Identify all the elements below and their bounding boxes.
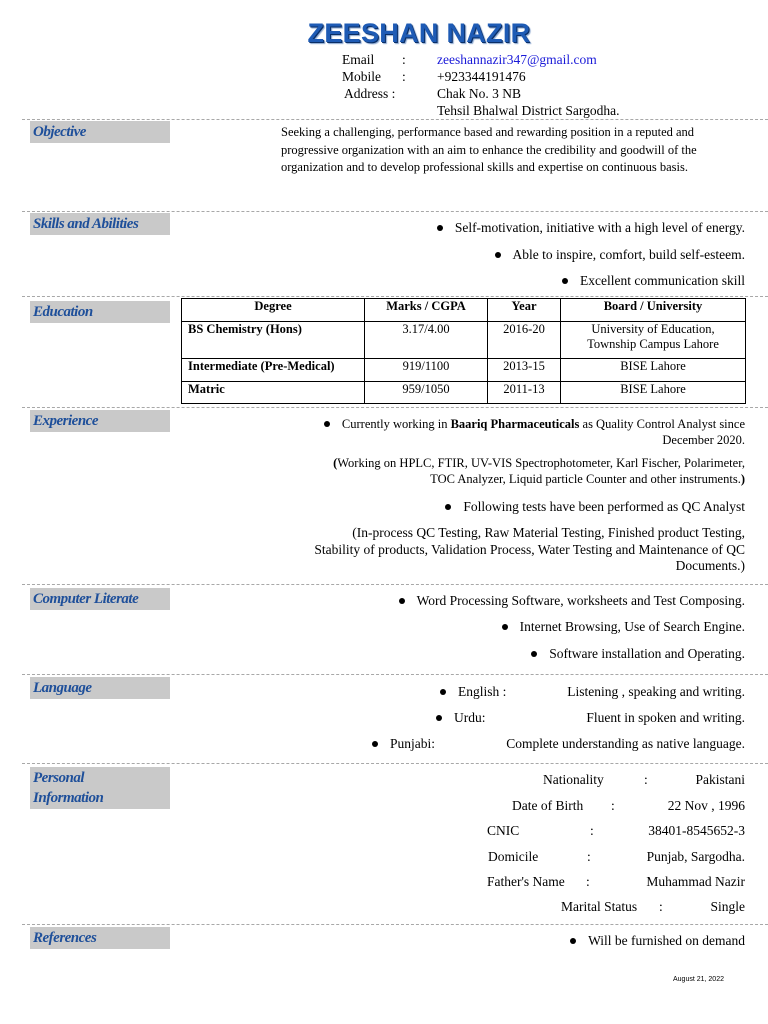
table-row — [182, 359, 746, 382]
section-divider — [22, 584, 768, 585]
personal-value: Muhammad Nazir — [646, 874, 745, 889]
language-desc: Listening , speaking and writing. — [567, 684, 745, 699]
list-item: Able to inspire, comfort, build self-esteem. — [495, 247, 745, 263]
bullet-icon — [324, 421, 330, 427]
section-divider — [22, 211, 768, 212]
column-header: Degree — [182, 299, 365, 322]
personal-colon: : — [586, 874, 590, 889]
section-title: Skills and Abilities — [33, 216, 139, 232]
list-item: Software installation and Operating. — [531, 646, 745, 662]
education-table — [181, 298, 746, 404]
marks-cell: 959/1050 — [365, 382, 488, 404]
section-divider — [22, 674, 768, 675]
board-line1: University of Education, — [591, 322, 715, 336]
language-name: Punjabi: — [390, 736, 436, 751]
bullet-icon — [437, 225, 443, 231]
bullet-icon — [531, 651, 537, 657]
section-header-skills — [30, 213, 170, 235]
section-divider — [22, 119, 768, 120]
language-name: English : — [458, 684, 507, 699]
bullet-icon — [495, 252, 501, 258]
section-title: Computer Literate — [33, 591, 139, 607]
tests-line: Stability of products, Validation Process, Water Testing and Maintenance of QC — [314, 542, 745, 557]
objective-text: Seeking a challenging, performance based and rewarding position in a reputed and progressive organization with an aim to enhance the credibility and goodwill of the organization and to develop professional skills and expertise on continuous basis. — [281, 125, 697, 174]
bullet-icon — [445, 504, 451, 510]
section-title: Experience — [33, 413, 98, 429]
section-title-line: Personal — [33, 770, 85, 786]
bullet-icon — [372, 741, 378, 747]
address-line1: Chak No. 3 NB — [437, 86, 521, 101]
experience-line: December 2020. — [662, 433, 745, 447]
personal-value: Punjab, Sargodha. — [646, 849, 745, 864]
personal-colon: : — [659, 899, 663, 914]
bullet-icon — [502, 624, 508, 630]
tests-line: Documents.) — [675, 558, 745, 573]
personal-label: Marital Status — [561, 899, 638, 914]
personal-colon: : — [590, 823, 594, 838]
column-header: Board / University — [561, 299, 746, 322]
tests-line: (In-process QC Testing, Raw Material Testing, Finished product Testing, — [352, 525, 745, 540]
section-title-line: Information — [33, 790, 104, 806]
address-line2: Tehsil Bhalwal District Sargodha. — [437, 103, 620, 118]
personal-colon: : — [587, 849, 591, 864]
personal-label: Domicile — [488, 849, 539, 864]
table-header-row — [182, 299, 746, 322]
bullet-icon — [399, 598, 405, 604]
language-desc: Fluent in spoken and writing. — [586, 710, 745, 725]
section-title: Education — [33, 304, 93, 320]
section-header-language — [30, 677, 170, 699]
list-item — [372, 736, 435, 752]
bullet-icon — [436, 715, 442, 721]
mobile-label: Mobile — [342, 69, 381, 84]
list-item: Word Processing Software, worksheets and Test Composing. — [399, 593, 745, 609]
list-item: Excellent communication skill — [562, 273, 745, 289]
year-cell: 2011-13 — [488, 382, 561, 404]
list-item: Internet Browsing, Use of Search Engine. — [502, 619, 745, 635]
personal-label: Nationality — [543, 772, 604, 787]
bullet-icon — [562, 278, 568, 284]
year-cell: 2016-20 — [488, 322, 561, 359]
personal-value: 22 Nov , 1996 — [667, 798, 745, 813]
personal-colon: : — [611, 798, 615, 813]
personal-value: Single — [710, 899, 745, 914]
table-row — [182, 382, 746, 404]
section-header-computer — [30, 588, 170, 610]
bullet-icon — [570, 938, 576, 944]
personal-label: Father's Name — [487, 874, 565, 889]
board-cell: BISE Lahore — [561, 359, 746, 382]
email-link[interactable]: zeeshannazir347@gmail.com — [437, 52, 597, 67]
section-title: Language — [33, 680, 92, 696]
section-header-personal — [30, 767, 170, 809]
personal-value: Pakistani — [695, 772, 745, 787]
list-item: Currently working in Baariq Pharmaceuticals as Quality Control Analyst since — [324, 417, 745, 432]
list-item — [440, 684, 506, 700]
bullet-icon — [440, 689, 446, 695]
personal-label: Date of Birth — [512, 798, 584, 813]
marks-cell: 3.17/4.00 — [365, 322, 488, 359]
section-divider — [22, 407, 768, 408]
section-header-objective — [30, 121, 170, 143]
equipment-line: TOC Analyzer, Liquid particle Counter and other instruments.) — [430, 472, 745, 486]
footer-date: August 21, 2022 — [673, 976, 724, 983]
section-header-experience — [30, 410, 170, 432]
mobile-colon: : — [402, 69, 406, 84]
degree-cell: BS Chemistry (Hons) — [182, 322, 365, 359]
year-cell: 2013-15 — [488, 359, 561, 382]
list-item: Self-motivation, initiative with a high level of energy. — [437, 220, 745, 236]
personal-value: 38401-8545652-3 — [648, 823, 745, 838]
language-name: Urdu: — [454, 710, 486, 725]
degree-cell: Matric — [182, 382, 365, 404]
list-item — [436, 710, 486, 726]
board-cell — [561, 322, 746, 359]
language-desc: Complete understanding as native language. — [506, 736, 745, 751]
section-header-education — [30, 301, 170, 323]
marks-cell: 919/1100 — [365, 359, 488, 382]
personal-label: CNIC — [487, 823, 520, 838]
mobile-value: +923344191476 — [437, 69, 526, 84]
column-header: Marks / CGPA — [365, 299, 488, 322]
board-line2: Township Campus Lahore — [587, 337, 719, 351]
section-divider — [22, 296, 768, 297]
section-divider — [22, 924, 768, 925]
personal-colon: : — [644, 772, 648, 787]
equipment-line: (Working on HPLC, FTIR, UV-VIS Spectrophotometer, Karl Fischer, Polarimeter, — [333, 456, 745, 470]
email-label: Email — [342, 52, 375, 67]
degree-cell: Intermediate (Pre-Medical) — [182, 359, 365, 382]
address-label: Address : — [344, 86, 396, 101]
table-row — [182, 322, 746, 359]
email-colon: : — [402, 52, 406, 67]
section-header-references — [30, 927, 170, 949]
list-item: Following tests have been performed as QC Analyst — [445, 499, 745, 515]
board-cell: BISE Lahore — [561, 382, 746, 404]
column-header: Year — [488, 299, 561, 322]
candidate-name: ZEESHAN NAZIR — [307, 18, 531, 48]
list-item: Will be furnished on demand — [570, 933, 745, 949]
section-title: Objective — [33, 124, 86, 140]
section-title: References — [33, 930, 97, 946]
section-divider — [22, 763, 768, 764]
